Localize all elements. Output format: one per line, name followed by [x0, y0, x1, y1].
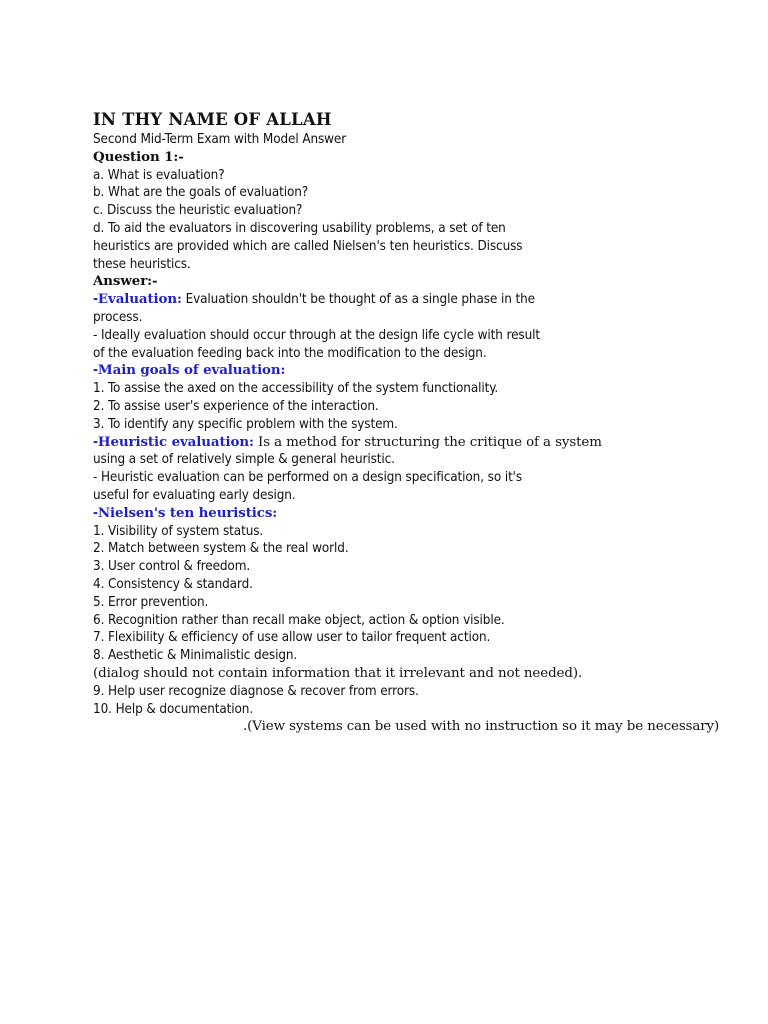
heuristic-line: useful for evaluating early design.: [93, 487, 296, 503]
answer-label: Answer:-: [93, 273, 158, 290]
question-line: heuristics are provided which are called Nielsen's ten heuristics. Discuss: [93, 238, 523, 254]
question-line: a. What is evaluation?: [93, 167, 225, 183]
nielsen-item: 1. Visibility of system status.: [93, 523, 264, 539]
goals-line: 3. To identify any specific problem with the system.: [93, 416, 398, 432]
nielsen-item: (dialog should not contain information that it irrelevant and not needed).: [93, 665, 583, 681]
nielsen-item: 8. Aesthetic & Minimalistic design.: [93, 648, 298, 664]
heuristic-section: [93, 434, 693, 505]
goals-line: 2. To assise user's experience of the interaction.: [93, 398, 379, 414]
question-line: these heuristics.: [93, 256, 191, 272]
nielsen-heading: Nielsen's ten heuristics:: [97, 504, 278, 521]
question-line: c. Discuss the heuristic evaluation?: [93, 203, 303, 219]
heuristic-line: - Heuristic evaluation can be performed on a design specification, so it's: [93, 470, 523, 486]
goals-heading-line: [93, 362, 693, 380]
nielsen-section: [93, 504, 720, 736]
page-title: IN THY NAME OF ALLAH: [93, 110, 332, 129]
page-subtitle: Second Mid-Term Exam with Model Answer: [93, 132, 347, 147]
question-list: [93, 167, 693, 274]
goals-heading: Main goals of evaluation:: [97, 362, 286, 379]
heuristic-heading: Heuristic evaluation:: [97, 433, 254, 450]
nielsen-item: 2. Match between system & the real world.: [93, 541, 349, 557]
evaluation-heading-line: [93, 291, 693, 309]
section-prefix: -: [93, 434, 98, 450]
nielsen-item: 10. Help & documentation.: [93, 701, 254, 717]
nielsen-item: 6. Recognition rather than recall make object, action & option visible.: [93, 612, 505, 628]
evaluation-text: Evaluation shouldn't be thought of as a single phase in the: [181, 292, 535, 308]
nielsen-note: .(View systems can be used with no instruction so it may be necessary): [243, 719, 720, 735]
goals-line: 1. To assise the axed on the accessibility of the system functionality.: [93, 381, 499, 397]
section-prefix: -: [93, 292, 98, 308]
evaluation-heading: Evaluation:: [97, 291, 182, 308]
evaluation-line: - Ideally evaluation should occur through at the design life cycle with result: [93, 327, 540, 343]
nielsen-item: 5. Error prevention.: [93, 594, 209, 610]
section-prefix: -: [93, 505, 98, 521]
evaluation-section: [93, 291, 693, 362]
nielsen-item: 7. Flexibility & efficiency of use allow user to tailor frequent action.: [93, 630, 491, 646]
nielsen-heading-line: [93, 505, 693, 523]
nielsen-item: 9. Help user recognize diagnose & recover from errors.: [93, 683, 419, 699]
heuristic-text: Is a method for structuring the critique of a system: [253, 434, 602, 450]
evaluation-line: process.: [93, 309, 143, 325]
heuristic-heading-line: [93, 434, 693, 452]
nielsen-item: 3. User control & freedom.: [93, 559, 251, 575]
question-line: b. What are the goals of evaluation?: [93, 185, 309, 201]
question-line: d. To aid the evaluators in discovering usability problems, a set of ten: [93, 220, 506, 236]
heuristic-line: using a set of relatively simple & general heuristic.: [93, 452, 395, 468]
document-body: [93, 109, 720, 736]
goals-section: [93, 362, 693, 433]
evaluation-line: of the evaluation feeding back into the modification to the design.: [93, 345, 487, 361]
section-prefix: -: [93, 363, 98, 379]
nielsen-item: 4. Consistency & standard.: [93, 576, 253, 592]
question-label: Question 1:-: [93, 148, 184, 165]
